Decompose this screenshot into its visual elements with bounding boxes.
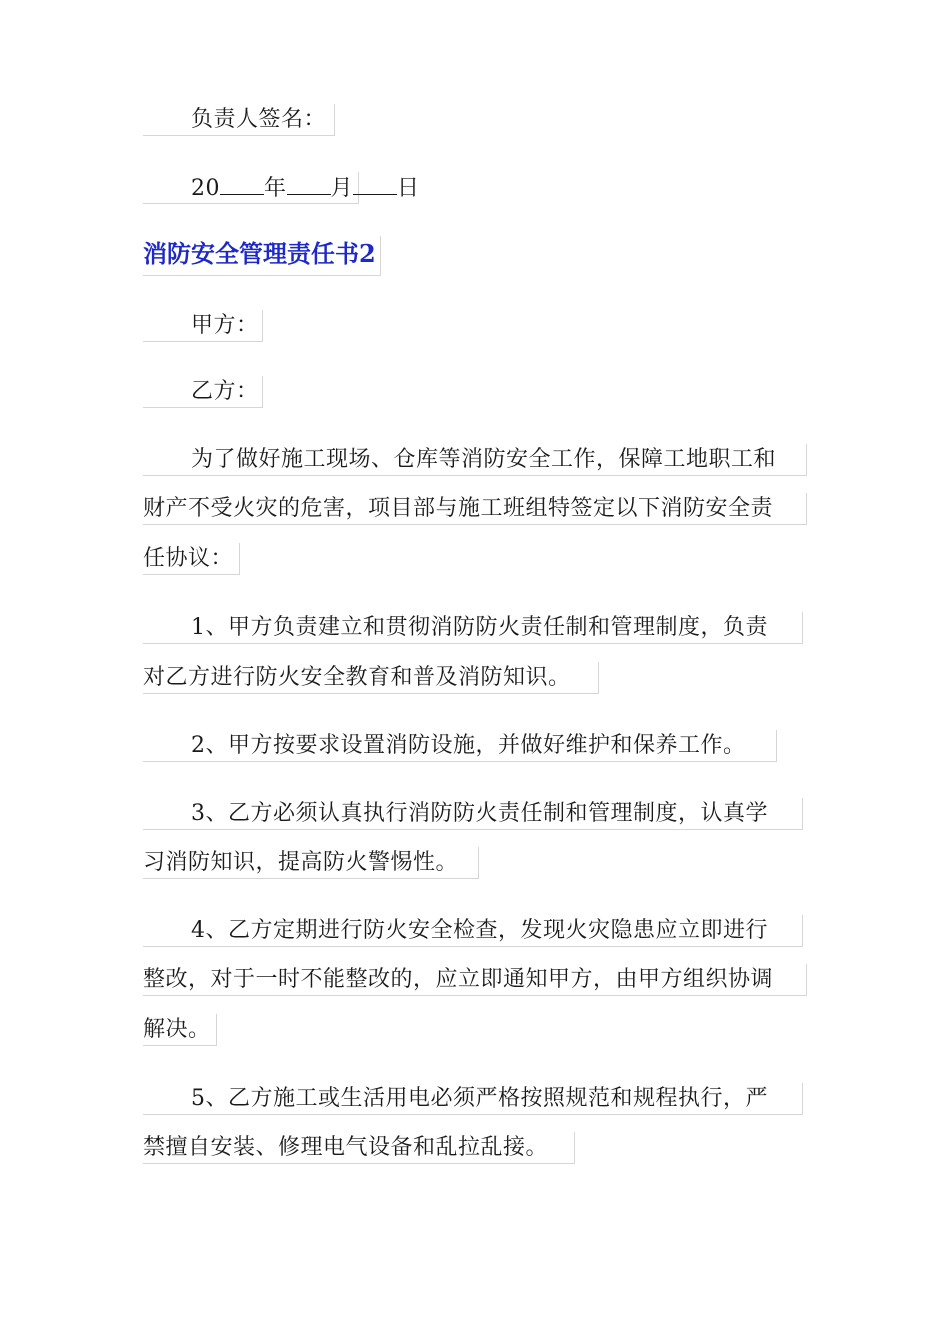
date-line — [143, 172, 420, 204]
month-blank — [287, 172, 331, 195]
clause-4-line-3: 解决。 — [143, 1014, 217, 1046]
date-month: 月 — [330, 176, 354, 201]
intro-line-2: 财产不受火灾的危害，项目部与施工班组特签定以下消防安全责 — [143, 493, 807, 525]
clause-2-line-1: 2、甲方按要求设置消防设施，并做好维护和保养工作。 — [143, 730, 777, 762]
date-prefix: 20 — [191, 176, 220, 201]
signature-label: 负责人签名： — [191, 107, 327, 132]
party-a-line — [143, 310, 263, 342]
clause-5-line-1: 5、乙方施工或生活用电必须严格按照规范和规程执行，严 — [143, 1083, 803, 1115]
clause-3-line-2: 习消防知识，提高防火警惕性。 — [143, 847, 479, 879]
party-a-label: 甲方： — [191, 313, 259, 338]
date-day: 日 — [397, 176, 420, 201]
intro-line-3: 任协议： — [143, 543, 240, 575]
intro-line-1: 为了做好施工现场、仓库等消防安全工作，保障工地职工和 — [143, 444, 807, 476]
clause-5-line-2: 禁擅自安装、修理电气设备和乱拉乱接。 — [143, 1132, 575, 1164]
clause-1-line-2: 对乙方进行防火安全教育和普及消防知识。 — [143, 662, 599, 694]
clause-3-line-1: 3、乙方必须认真执行消防防火责任制和管理制度，认真学 — [143, 798, 803, 830]
section-heading: 消防安全管理责任书2 — [143, 236, 381, 276]
date-year: 年 — [264, 176, 287, 201]
party-b-label: 乙方： — [191, 379, 259, 404]
signature-line — [143, 104, 335, 136]
clause-1-line-1: 1、甲方负责建立和贯彻消防防火责任制和管理制度，负责 — [143, 612, 803, 644]
day-blank — [353, 172, 397, 195]
clause-4-line-1: 4、乙方定期进行防火安全检查，发现火灾隐患应立即进行 — [143, 915, 803, 947]
clause-4-line-2: 整改，对于一时不能整改的，应立即通知甲方，由甲方组织协调 — [143, 964, 807, 996]
year-blank — [220, 172, 264, 195]
party-b-line — [143, 376, 263, 408]
